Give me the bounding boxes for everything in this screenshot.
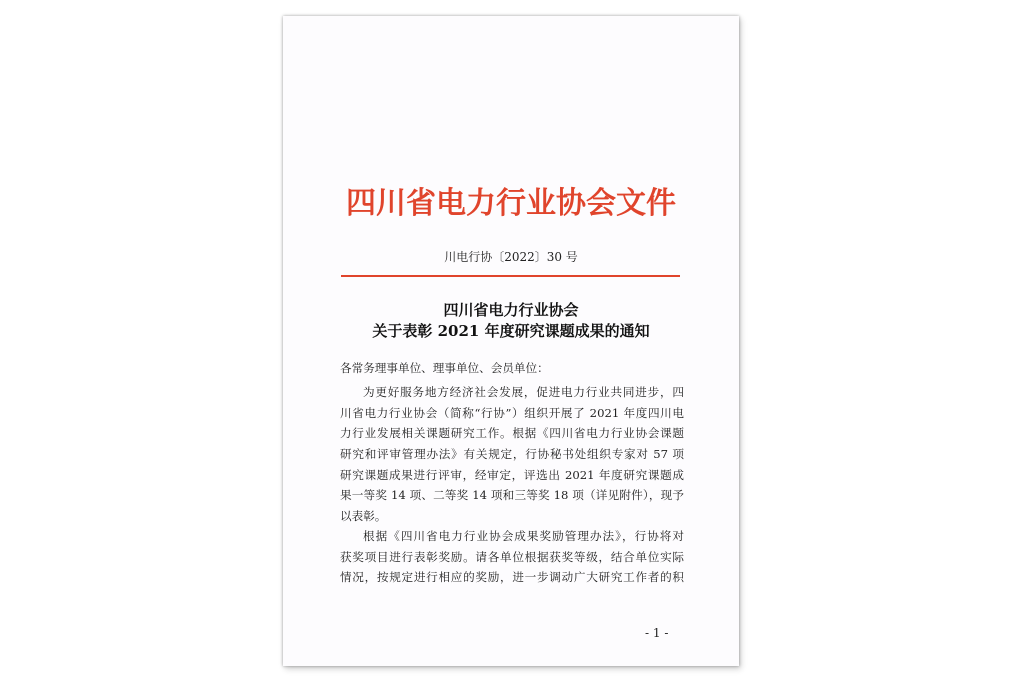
paragraph-line: 为更好服务地方经济社会发展，促进电力行业共同进步，四 [363,385,684,399]
header-divider [341,275,680,277]
paragraph-line: 川省电力行业协会（简称“行协”）组织开展了 2021 年度四川电 [340,405,684,420]
paragraph-line: 情况，按规定进行相应的奖励，进一步调动广大研究工作者的积 [340,570,684,585]
document-number: 川电行协〔2022〕30 号 [444,250,578,264]
paragraph-line: 果一等奖 14 项、二等奖 14 项和三等奖 18 项（详见附件），现予 [340,488,684,503]
paragraph-line: 研究和评审管理办法》有关规定，行协秘书处组织专家对 57 项 [340,447,684,462]
page-number: - 1 - [645,626,669,640]
paragraph-1 [340,382,684,527]
paragraph-line: 获奖项目进行表彰奖励。请各单位根据获奖等级，结合单位实际 [340,549,684,564]
paragraph-line: 以表彰。 [340,509,387,524]
paragraph-line: 研究课题成果进行评审，经审定，评选出 2021 年度研究课题成 [340,467,684,482]
notice-title-line-1: 四川省电力行业协会 [443,301,579,319]
document-header: 四川省电力行业协会文件 [346,186,676,221]
document-page [283,16,739,666]
salutation: 各常务理事单位、理事单位、会员单位： [340,361,549,375]
paragraph-line: 力行业发展相关课题研究工作。根据《四川省电力行业协会课题 [340,426,684,441]
notice-title-line-2: 关于表彰 2021 年度研究课题成果的通知 [372,322,650,340]
paragraph-line: 根据《四川省电力行业协会成果奖励管理办法》，行协将对 [363,529,684,543]
paragraph-2 [340,526,684,588]
